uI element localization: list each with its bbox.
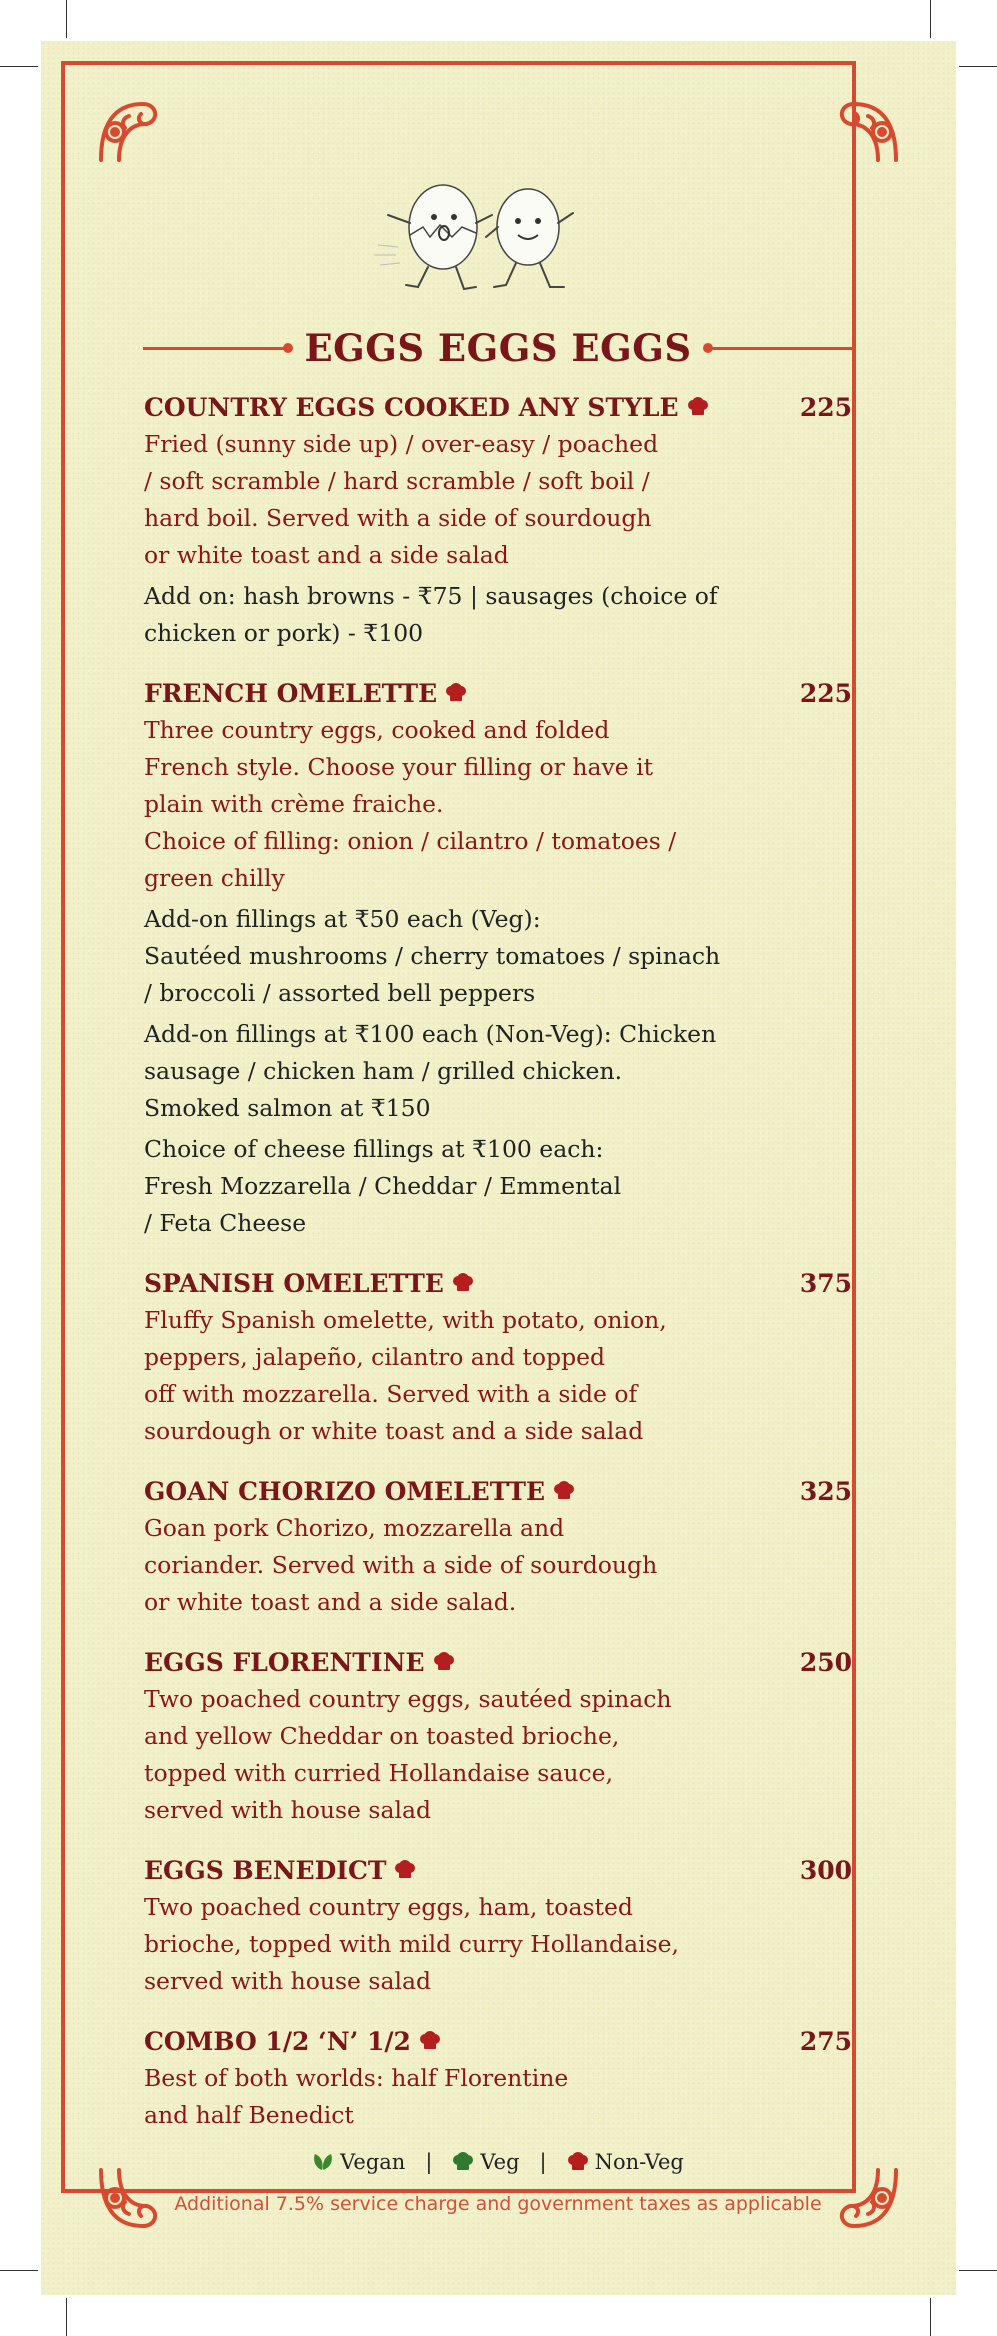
description-line: and half Benedict xyxy=(144,2101,354,2129)
legend-vegan-label: Vegan xyxy=(340,2150,406,2174)
menu-item xyxy=(144,1472,852,1621)
cartoon-eggs-illustration xyxy=(368,175,593,300)
non-veg-chef-hat-icon xyxy=(545,1481,575,1501)
menu-item-title: COMBO 1/2 ‘N’ 1/2 xyxy=(144,2026,411,2056)
description-line: Fluffy Spanish omelette, with potato, onion, xyxy=(144,1306,667,1334)
menu-item-name xyxy=(144,1269,474,1298)
non-veg-chef-hat-icon xyxy=(444,1273,474,1293)
heading-rule-right xyxy=(706,347,853,350)
menu-item-header xyxy=(144,1472,852,1510)
description-line: Goan pork Chorizo, mozzarella and xyxy=(144,1514,565,1542)
description-line: Choice of filling: onion / cilantro / tomatoes / xyxy=(144,827,677,855)
description-line: sourdough or white toast and a side salad xyxy=(144,1417,644,1445)
description-paragraph xyxy=(144,1302,852,1450)
menu-item-header xyxy=(144,1851,852,1889)
description-line: / soft scramble / hard scramble / soft boil / xyxy=(144,467,650,495)
description-line: served with house salad xyxy=(144,1796,432,1824)
description-paragraph xyxy=(144,1889,852,2000)
description-line: and yellow Cheddar on toasted brioche, xyxy=(144,1722,620,1750)
menu-item-name xyxy=(144,1477,575,1506)
non-veg-chef-hat-icon xyxy=(425,1652,455,1672)
menu-item xyxy=(144,1264,852,1450)
description-line: Add-on fillings at ₹50 each (Veg): xyxy=(144,905,541,933)
menu-item xyxy=(144,388,852,652)
description-line: Two poached country eggs, ham, toasted xyxy=(144,1893,633,1921)
crop-mark xyxy=(66,0,67,38)
menu-item-price: 275 xyxy=(799,2026,852,2056)
legend-veg-label: Veg xyxy=(480,2150,520,2174)
menu-item-description xyxy=(144,1302,852,1450)
description-paragraph xyxy=(144,578,852,652)
description-paragraph xyxy=(144,1131,852,1242)
description-line: topped with curried Hollandaise sauce, xyxy=(144,1759,614,1787)
crop-mark xyxy=(0,2270,38,2271)
non-veg-chef-hat-icon xyxy=(386,1860,416,1880)
section-heading xyxy=(143,318,853,378)
menu-item-description xyxy=(144,1016,852,1127)
legend-non-veg xyxy=(567,2150,684,2174)
menu-item-header xyxy=(144,1264,852,1302)
description-paragraph xyxy=(144,1016,852,1127)
crop-mark xyxy=(66,2298,67,2336)
non-veg-chef-hat-icon xyxy=(679,397,709,417)
description-line: or white toast and a side salad. xyxy=(144,1588,517,1616)
menu-item-price: 225 xyxy=(799,678,852,708)
description-line: chicken or pork) - ₹100 xyxy=(144,619,424,647)
description-line: coriander. Served with a side of sourdough xyxy=(144,1551,658,1579)
description-paragraph xyxy=(144,2060,852,2134)
description-line: off with mozzarella. Served with a side of xyxy=(144,1380,638,1408)
description-line: or white toast and a side salad xyxy=(144,541,509,569)
description-line: Add on: hash browns - ₹75 | sausages (choice of xyxy=(144,582,718,610)
menu-item-title: GOAN CHORIZO OMELETTE xyxy=(144,1476,546,1506)
description-paragraph xyxy=(144,1510,852,1621)
menu-item-name xyxy=(144,2027,441,2056)
description-line: sausage / chicken ham / grilled chicken. xyxy=(144,1057,623,1085)
corner-ornament-icon xyxy=(93,96,165,168)
menu-item xyxy=(144,1643,852,1829)
description-line: served with house salad xyxy=(144,1967,432,1995)
diet-legend xyxy=(143,2150,853,2174)
menu-item-header xyxy=(144,2022,852,2060)
menu-item-title: FRENCH OMELETTE xyxy=(144,678,438,708)
menu-item-price: 250 xyxy=(799,1647,852,1677)
description-paragraph xyxy=(144,712,852,897)
description-line: French style. Choose your filling or have it xyxy=(144,753,654,781)
vegan-leaf-icon xyxy=(312,2153,334,2171)
menu-item-price: 375 xyxy=(799,1268,852,1298)
legend-veg xyxy=(452,2150,519,2174)
menu-item-name xyxy=(144,1648,455,1677)
service-charge-note: Additional 7.5% service charge and government taxes as applicable xyxy=(174,2193,822,2215)
non-veg-chef-hat-icon xyxy=(567,2152,589,2172)
crop-mark xyxy=(930,2298,931,2336)
description-line: / broccoli / assorted bell peppers xyxy=(144,979,536,1007)
menu-item-header xyxy=(144,1643,852,1681)
description-line: Two poached country eggs, sautéed spinach xyxy=(144,1685,672,1713)
heading-rule-left xyxy=(143,347,290,350)
menu-item-price: 325 xyxy=(799,1476,852,1506)
menu-item-description xyxy=(144,1681,852,1829)
menu-item-name xyxy=(144,393,709,422)
menu-item-price: 225 xyxy=(799,392,852,422)
description-line: Fresh Mozzarella / Cheddar / Emmental xyxy=(144,1172,622,1200)
menu-item xyxy=(144,1851,852,2000)
description-line: Best of both worlds: half Florentine xyxy=(144,2064,569,2092)
description-line: plain with crème fraiche. xyxy=(144,790,444,818)
menu-item xyxy=(144,2022,852,2134)
crop-mark xyxy=(959,66,997,67)
description-line: peppers, jalapeño, cilantro and topped xyxy=(144,1343,606,1371)
description-line: Fried (sunny side up) / over-easy / poached xyxy=(144,430,659,458)
menu-item-description xyxy=(144,901,852,1012)
menu-item-title: EGGS BENEDICT xyxy=(144,1855,387,1885)
non-veg-chef-hat-icon xyxy=(437,683,467,703)
description-line: Three country eggs, cooked and folded xyxy=(144,716,610,744)
description-line: Choice of cheese fillings at ₹100 each: xyxy=(144,1135,604,1163)
legend-vegan xyxy=(312,2150,405,2174)
menu-item-description xyxy=(144,426,852,574)
menu-item-description xyxy=(144,712,852,897)
description-line: brioche, topped with mild curry Hollandaise, xyxy=(144,1930,680,1958)
menu-item-price: 300 xyxy=(799,1855,852,1885)
veg-chef-hat-icon xyxy=(452,2152,474,2172)
menu-list xyxy=(144,388,852,2156)
menu-item-title: EGGS FLORENTINE xyxy=(144,1647,425,1677)
description-paragraph xyxy=(144,426,852,574)
menu-item xyxy=(144,674,852,1242)
menu-item-description xyxy=(144,1510,852,1621)
menu-item-name xyxy=(144,679,467,708)
description-line: Smoked salmon at ₹150 xyxy=(144,1094,431,1122)
crop-mark xyxy=(0,66,38,67)
crop-mark xyxy=(959,2270,997,2271)
menu-item-description xyxy=(144,1889,852,2000)
crop-mark xyxy=(930,0,931,38)
menu-item-title: COUNTRY EGGS COOKED ANY STYLE xyxy=(144,392,679,422)
description-line: / Feta Cheese xyxy=(144,1209,307,1237)
description-line: Sautéed mushrooms / cherry tomatoes / spinach xyxy=(144,942,721,970)
description-paragraph xyxy=(144,901,852,1012)
description-line: green chilly xyxy=(144,864,285,892)
description-paragraph xyxy=(144,1681,852,1829)
description-line: Add-on fillings at ₹100 each (Non-Veg): Chicken xyxy=(144,1020,717,1048)
non-veg-chef-hat-icon xyxy=(411,2031,441,2051)
description-line: hard boil. Served with a side of sourdough xyxy=(144,504,652,532)
section-title: EGGS EGGS EGGS xyxy=(304,326,692,370)
menu-item-description xyxy=(144,1131,852,1242)
menu-item-description xyxy=(144,2060,852,2134)
menu-item-name xyxy=(144,1856,416,1885)
menu-item-description xyxy=(144,578,852,652)
menu-item-title: SPANISH OMELETTE xyxy=(144,1268,444,1298)
legend-non-veg-label: Non-Veg xyxy=(594,2150,684,2174)
legend-separator: | xyxy=(539,2150,547,2174)
legend-separator: | xyxy=(425,2150,433,2174)
menu-item-header xyxy=(144,388,852,426)
menu-item-header xyxy=(144,674,852,712)
corner-ornament-icon xyxy=(832,96,904,168)
